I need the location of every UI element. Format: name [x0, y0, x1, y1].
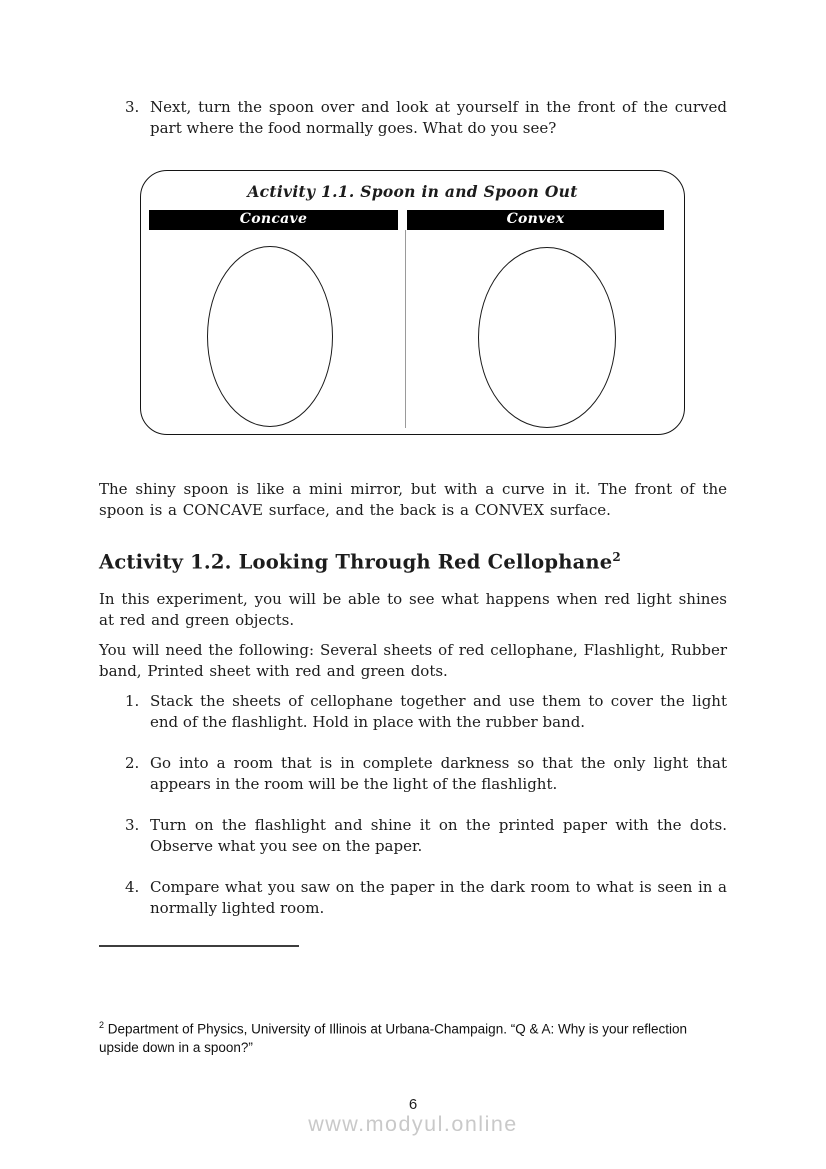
step-text: Next, turn the spoon over and look at yourself in the front of the curved part where the food normally goes. What do you see? — [150, 98, 727, 137]
footnote-text: Department of Physics, University of Illinois at Urbana-Champaign. “Q & A: Why is your reflection upside down in a spoon?” — [99, 1021, 688, 1055]
heading-text: Activity 1.2. Looking Through Red Cellophane — [99, 550, 613, 574]
footnote-marker: 2 — [99, 1019, 105, 1030]
activity-1-1-box — [140, 170, 685, 435]
heading-footnote-ref: 2 — [612, 550, 621, 564]
activity-1-1-title: Activity 1.1. Spoon in and Spoon Out — [247, 182, 578, 201]
footnote-separator — [99, 945, 299, 947]
step-text: Go into a room that is in complete darkness so that the only light that appears in the room will be the light of the flashlight. — [150, 753, 727, 793]
column-divider-line — [405, 230, 406, 428]
step-number: 3. — [125, 815, 140, 834]
step-number: 1. — [125, 691, 140, 710]
step-4 — [125, 877, 727, 919]
spoon-table-body — [141, 230, 684, 434]
page-number: 6 — [408, 1096, 418, 1113]
activity-1-2-steps-list — [99, 691, 727, 919]
concave-drawing-oval — [207, 246, 333, 427]
step-text: Turn on the flashlight and shine it on the printed paper with the dots. Observe what you see on the paper. — [150, 815, 727, 855]
footnote — [99, 1016, 727, 1058]
step-text: Compare what you saw on the paper in the dark room to what is seen in a normally lighted room. — [150, 877, 727, 917]
step-2 — [125, 753, 727, 795]
activity-1-2-intro-paragraph: In this experiment, you will be able to see what happens when red light shines at red and green objects. — [99, 589, 727, 629]
activity-1-2-heading — [99, 544, 727, 576]
numbered-step-3-spoon — [99, 97, 727, 139]
spoon-summary-paragraph: The shiny spoon is like a mini mirror, but with a curve in it. The front of the spoon is a CONCAVE surface, and the back is a CONVEX surface. — [99, 480, 727, 519]
convex-drawing-oval — [478, 247, 616, 428]
step-number: 3. — [125, 98, 140, 116]
watermark-text: www.modyul.online — [308, 1112, 518, 1136]
concave-column-header: Concave — [149, 210, 398, 230]
step-1 — [125, 691, 727, 733]
materials-paragraph: You will need the following: Several sheets of red cellophane, Flashlight, Rubber band, Printed sheet with red and green dots. — [99, 640, 727, 680]
spoon-table-header-row — [149, 210, 664, 230]
convex-column-header: Convex — [407, 210, 664, 230]
step-text: Stack the sheets of cellophane together and use them to cover the light end of the flashlight. Hold in place with the rubber band. — [150, 691, 727, 731]
step-number: 4. — [125, 877, 140, 896]
step-3 — [125, 815, 727, 857]
step-number: 2. — [125, 753, 140, 772]
